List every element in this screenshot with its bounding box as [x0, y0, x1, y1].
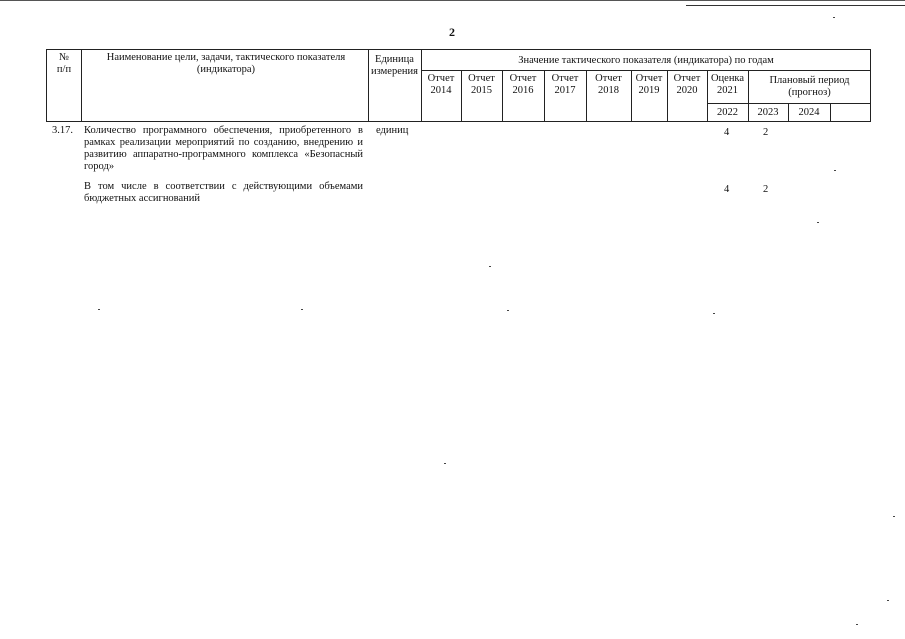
row-unit: единиц — [376, 125, 409, 136]
scan-speck — [834, 170, 836, 171]
col-plan-year: 2023 — [757, 107, 779, 118]
scan-speck — [887, 600, 889, 601]
col-year-header — [544, 73, 586, 97]
row-plan-2022: 2 — [763, 184, 769, 195]
top-right-line — [686, 5, 905, 6]
col-year-header — [502, 73, 544, 97]
col-values-header: Значение тактического показателя (индикатора) по годам — [518, 55, 774, 66]
scan-speck — [893, 516, 895, 517]
col-year-header — [421, 73, 461, 97]
year-kind-label: Отчет — [509, 73, 537, 84]
year-value: 2021 — [717, 85, 738, 96]
year-kind-label: Отчет — [595, 73, 622, 84]
col-name-header: Наименование цели, задачи, тактического показателя (индикатора) — [106, 52, 346, 75]
table-header — [46, 49, 871, 122]
row-num: 3.17. — [52, 125, 73, 136]
col-plan-year: 2022 — [717, 107, 738, 118]
top-border-line — [0, 0, 905, 1]
scan-speck — [489, 266, 491, 267]
scan-speck — [301, 309, 303, 310]
scan-speck — [817, 222, 819, 223]
scan-speck — [856, 624, 858, 625]
col-unit-header: Единица измерения — [371, 54, 418, 77]
row-name: В том числе в соответствии с действующими объемами бюджетных ассигнований — [84, 181, 363, 204]
scan-speck — [713, 313, 715, 314]
year-kind-label: Отчет — [635, 73, 663, 84]
year-value: 2019 — [638, 85, 660, 96]
row-name: Количество программного обеспечения, приобретенного в рамках реализации мероприятий по созданию, внедрению и развитию аппаратно-программного комплекса «Безопасный город» — [84, 125, 363, 172]
row-plan-2022: 2 — [763, 127, 769, 138]
year-value: 2020 — [676, 85, 698, 96]
col-plan-header: Плановый период (прогноз) — [769, 75, 850, 98]
year-kind-label: Отчет — [468, 73, 495, 84]
year-kind-label: Отчет — [551, 73, 579, 84]
col-year-header — [631, 73, 667, 97]
row-est-2021: 4 — [724, 184, 730, 195]
year-kind-label: Отчет — [427, 73, 455, 84]
scan-speck — [833, 17, 835, 18]
scan-speck — [507, 310, 509, 311]
year-value: 2016 — [512, 85, 534, 96]
col-year-header — [667, 73, 707, 97]
year-kind-label: Отчет — [673, 73, 701, 84]
year-kind-label: Оценка — [710, 73, 745, 84]
year-value: 2015 — [471, 85, 492, 96]
scan-speck — [98, 309, 100, 310]
row-est-2021: 4 — [724, 127, 730, 138]
col-plan-year: 2024 — [798, 107, 820, 118]
col-num-header: № п/п — [56, 52, 72, 75]
scan-speck — [444, 463, 446, 464]
year-value: 2014 — [430, 85, 452, 96]
year-value: 2018 — [598, 85, 619, 96]
page-number: 2 — [449, 25, 455, 39]
col-year-header — [707, 73, 748, 97]
col-year-header — [586, 73, 631, 97]
year-value: 2017 — [554, 85, 576, 96]
col-year-header — [461, 73, 502, 97]
